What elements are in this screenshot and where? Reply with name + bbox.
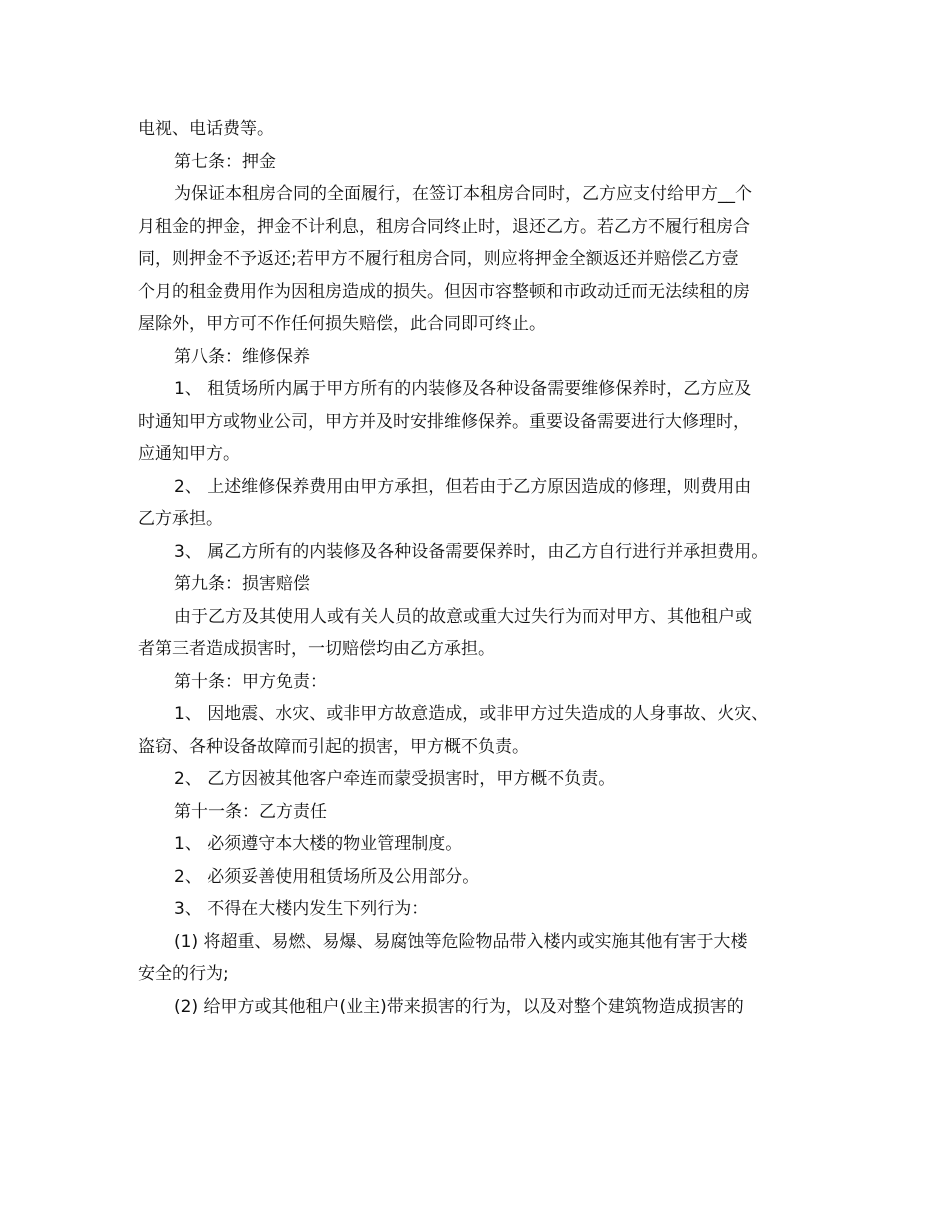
text-line: 者第三者造成损害时，一切赔偿均由乙方承担。 bbox=[138, 639, 495, 659]
text-line: 第十条：甲方免责： bbox=[174, 671, 327, 692]
text-line: 2、 上述维修保养费用由甲方承担，但若由于乙方原因造成的修理，则费用由 bbox=[174, 476, 752, 497]
text-line: 乙方承担。 bbox=[138, 509, 223, 529]
text-line: 由于乙方及其使用人或有关人员的故意或重大过失行为而对甲方、其他租户或 bbox=[174, 606, 752, 627]
text-line: 第七条：押金 bbox=[174, 151, 276, 172]
text-line: 电视、电话费等。 bbox=[138, 119, 274, 139]
document-body bbox=[138, 113, 828, 1023]
text-line: 月租金的押金，押金不计利息，租房合同终止时，退还乙方。若乙方不履行租房合 bbox=[138, 216, 750, 237]
text-line: 2、 乙方因被其他客户牵连而蒙受损害时，甲方概不负责。 bbox=[174, 769, 616, 789]
text-line: 3、 属乙方所有的内装修及各种设备需要保养时，由乙方自行进行并承担费用。 bbox=[174, 541, 769, 562]
text-line: 2、 必须妥善使用租赁场所及公用部分。 bbox=[174, 866, 480, 887]
text-line: 时通知甲方或物业公司，甲方并及时安排维修保养。重要设备需要进行大修理时， bbox=[138, 411, 750, 432]
text-line: 第八条：维修保养 bbox=[174, 346, 310, 367]
text-line: 个月的租金费用作为因租房造成的损失。但因市容整顿和市政动迁而无法续租的房 bbox=[138, 281, 750, 302]
text-line: 同，则押金不予返还;若甲方不履行租房合同，则应将押金全额返还并赔偿乙方壹 bbox=[138, 249, 739, 269]
text-line: 1、 租赁场所内属于甲方所有的内装修及各种设备需要维修保养时，乙方应及 bbox=[174, 379, 752, 399]
text-line: 1、 必须遵守本大楼的物业管理制度。 bbox=[174, 834, 463, 854]
text-line: 1、 因地震、水灾、或非甲方故意造成，或非甲方过失造成的人身事故、火灾、 bbox=[174, 704, 769, 724]
text-line: (1) 将超重、易燃、易爆、易腐蚀等危险物品带入楼内或实施其他有害于大楼 bbox=[174, 931, 748, 952]
text-line: 应通知甲方。 bbox=[138, 444, 240, 464]
text-line: 安全的行为; bbox=[138, 964, 229, 984]
text-line: 3、 不得在大楼内发生下列行为： bbox=[174, 899, 429, 919]
text-line: 盗窃、各种设备故障而引起的损害，甲方概不负责。 bbox=[138, 736, 529, 757]
text-line: 为保证本租房合同的全面履行，在签订本租房合同时，乙方应支付给甲方__个 bbox=[174, 184, 752, 204]
text-line: (2) 给甲方或其他租户(业主)带来损害的行为，以及对整个建筑物造成损害的 bbox=[174, 996, 744, 1017]
text-line: 第九条：损害赔偿 bbox=[174, 574, 310, 594]
text-line: 第十一条：乙方责任 bbox=[174, 801, 327, 822]
text-line: 屋除外，甲方可不作任何损失赔偿，此合同即可终止。 bbox=[138, 314, 546, 334]
